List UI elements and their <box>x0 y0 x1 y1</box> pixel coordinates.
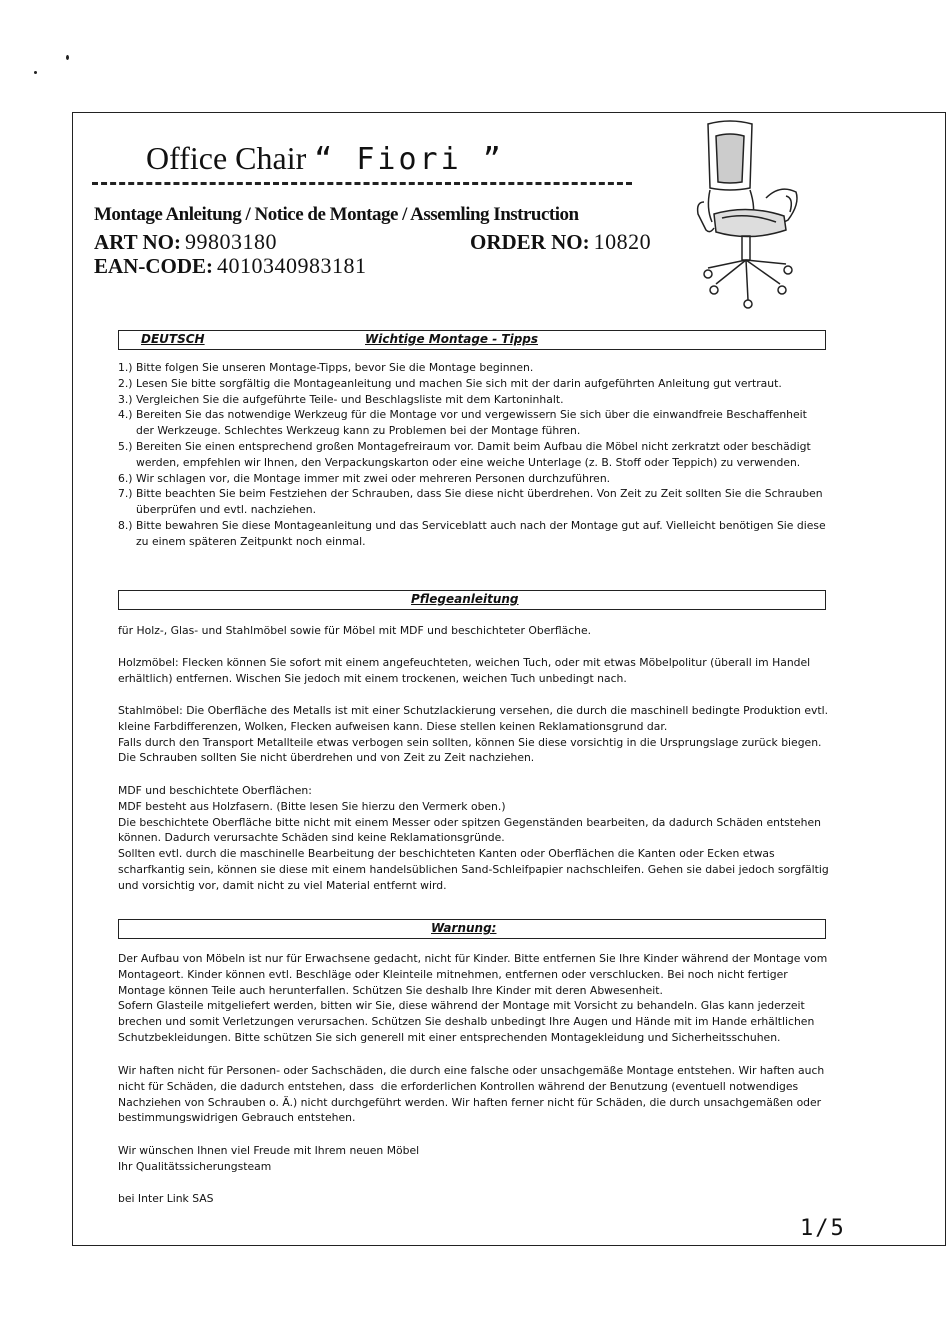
closing-text: Wir wünschen Ihnen viel Freude mit Ihrem neuen Möbel Ihr Qualitätssicherungsteam <box>118 1144 420 1173</box>
list-item: 4.) Bereiten Sie das notwendige Werkzeug für die Montage vor und vergewissern Sie sich über die einwandfreie Beschaffenheit der Werkzeuge. Schlechtes Werkzeug kann zu Problemen bei der Montage führen. <box>118 408 807 438</box>
tips-list <box>118 360 828 550</box>
list-item: 6.) Wir schlagen vor, die Montage immer mit zwei oder mehreren Personen durchzuführen. <box>118 471 611 485</box>
list-item: 1.) Bitte folgen Sie unseren Montage-Tipps, bevor Sie die Montage beginnen. <box>118 361 534 374</box>
scan-speck <box>34 71 37 74</box>
section-header-tips <box>118 330 826 350</box>
order-no-row <box>470 229 651 255</box>
ean-value: 4010340983181 <box>217 253 367 278</box>
art-no-value: 99803180 <box>184 229 277 254</box>
list-item: 7.) Bitte beachten Sie beim Festziehen der Schrauben, dass Sie diese nicht überdrehen. Von Zeit zu Zeit sollten Sie die Schrauben überprüfen und evtl. nachziehen. <box>118 487 823 517</box>
art-no-row <box>94 229 277 255</box>
warning-para-1: Der Aufbau von Möbeln ist nur für Erwachsene gedacht, nicht für Kinder. Bitte entfernen Sie Ihre Kinder während der Montage vom Montageort. Kinder können evtl. Beschläge oder Kleinteile mitnehmen, entfernen oder verschlucken. Bei noch nicht fertiger Montage können Teile auch herunterfallen. Schützen Sie deshalb Ihre Kinder mit deren Abwesenheit. Sofern Glasteile mitgeliefert werden, bitten wir Sie, diese während der Montage mit Vorsicht zu behandeln. Glas kann jederzeit brechen und somit Verletzungen verursachen. Schützen Sie deshalb unbedingt Ihre Augen und Hände mit im Hande erhältlichen Schutzbekleidungen. Bitte schützen Sie sich generell mit einer entsprechenden Montagekleidung und Sicherheitsschuhen. <box>118 952 828 1044</box>
list-item: 3.) Vergleichen Sie die aufgeführte Teile- und Beschlagsliste mit dem Kartoninhalt. <box>118 392 564 406</box>
care-mdf: MDF und beschichtete Oberflächen: MDF besteht aus Holzfasern. (Bitte lesen Sie hierzu den Vermerk oben.) Die beschichtete Oberfläche bitte nicht mit einem Messer oder spitzen Gegenständen bearbeiten, da dadurch Schäden entstehen können. Dadurch verursachte Schäden sind keine Reklamationsgründe. Sollten evtl. durch die maschinelle Bearbeitung der beschichteten Kanten oder Oberflächen die Kanten oder Ecken etwas scharfkantig sein, können sie diese mit einem handelsüblichen Sand-Schleifpapier nachschleifen. Gehen sie dabei jedoch sorgfältig und vorsichtig vor, damit nicht zu viel Material entfernt wird. <box>118 784 829 892</box>
page-number: 1/5 <box>800 1216 846 1241</box>
warning-para-2: Wir haften nicht für Personen- oder Sachschäden, die durch eine falsche oder unsachgemäße Montage entstehen. Wir haften auch nicht für Schäden, die dadurch entstehen, dass die erforderlichen Kontrollen während der Benutzung (eventuell notwendiges Nachziehen von Schrauben o. Ä.) nicht durchgeführt werden. Wir haften ferner nicht für Schäden, die durch unsachgemäßen oder bestimmungswidrigen Gebrauch entstehen. <box>118 1064 828 1125</box>
list-item: 2.) Lesen Sie bitte sorgfältig die Montageanleitung und machen Sie sich mit der darin aufgeführten Anleitung gut vertraut. <box>118 376 782 390</box>
product-name: “ Fiori ” <box>314 142 504 177</box>
care-intro: für Holz-, Glas- und Stahlmöbel sowie für Möbel mit MDF und beschichteter Oberfläche. <box>118 624 592 637</box>
title-underline <box>92 182 632 185</box>
section-title-tips: Wichtige Montage - Tipps <box>365 332 539 346</box>
order-no-value: 10820 <box>593 229 652 254</box>
product-title <box>146 140 504 177</box>
document-subtitle: Montage Anleitung / Notice de Montage / Assemling Instruction <box>94 204 579 225</box>
scan-speck <box>66 55 69 60</box>
product-prefix: Office Chair <box>146 140 307 176</box>
ean-row <box>94 253 367 279</box>
care-steel: Stahlmöbel: Die Oberfläche des Metalls ist mit einer Schutzlackierung versehen, die durch die maschinell bedingte Produktion evtl. kleine Farbdifferenzen, Wolken, Flecken aufweisen kann. Diese stellen keinen Reklamationsgrund dar. Falls durch den Transport Metallteile etwas verbogen sein sollten, können Sie diese vorsichtig in die Ursprungslage zurück biegen. Die Schrauben sollten Sie nicht überdrehen und von Zeit zu Zeit nachziehen. <box>118 704 829 765</box>
company-name: bei Inter Link SAS <box>118 1192 214 1205</box>
list-item: 5.) Bereiten Sie einen entsprechend großen Montagefreiraum vor. Damit beim Aufbau die Möbel nicht zerkratzt oder beschädigt werden, empfehlen wir Ihnen, den Verpackungskarton oder eine weiche Unterlage (z. B. Stoff oder Teppich) zu verwenden. <box>118 439 811 469</box>
list-item: 8.) Bitte bewahren Sie diese Montageanleitung und das Serviceblatt auch nach der Montage gut auf. Vielleicht benötigen Sie diese zu einem späteren Zeitpunkt noch einmal. <box>118 518 826 548</box>
ean-label: EAN-CODE: <box>94 254 213 278</box>
section-header-care <box>118 590 826 610</box>
care-wood: Holzmöbel: Flecken können Sie sofort mit einem angefeuchteten, weichen Tuch, oder mit etwas Möbelpolitur (überall im Handel erhältlich) entfernen. Wischen Sie jedoch mit einem trockenen, weichen Tuch unbedingt nach. <box>118 656 814 685</box>
art-no-label: ART NO: <box>94 230 181 254</box>
section-title-care: Pflegeanleitung <box>411 592 519 606</box>
section-language: DEUTSCH <box>141 332 205 346</box>
section-header-warning <box>118 919 826 939</box>
office-chair-illustration <box>690 118 810 310</box>
section-title-warning: Warnung: <box>431 921 497 935</box>
order-no-label: ORDER NO: <box>470 230 590 254</box>
